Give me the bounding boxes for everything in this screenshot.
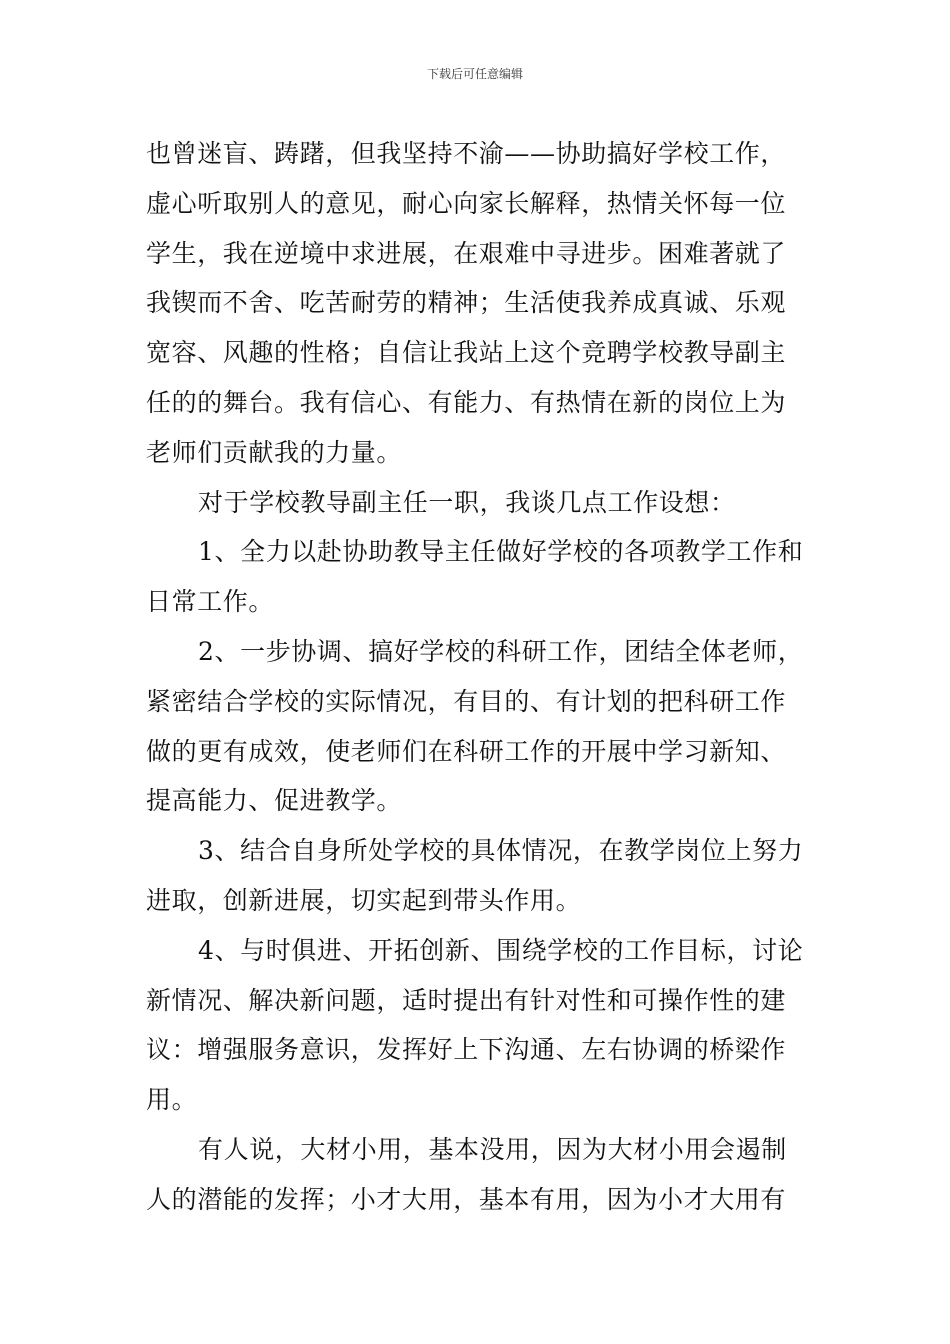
list-item-2-line: 2、一步协调、搞好学校的科研工作，团结全体老师， bbox=[198, 636, 804, 666]
text-line: 进取，创新进展，切实起到带头作用。 bbox=[146, 885, 582, 915]
text-line: 提高能力、促进教学。 bbox=[146, 786, 403, 816]
text-line: 新情况、解决新问题，适时提出有针对性和可操作性的建 bbox=[146, 985, 787, 1015]
list-item-1-line: 1、全力以赴协助教导主任做好学校的各项教学工作和 bbox=[198, 537, 804, 567]
text-line: 我锲而不舍、吃苦耐劳的精神；生活使我养成真诚、乐观 bbox=[146, 288, 787, 318]
text-line: 宽容、风趣的性格；自信让我站上这个竞聘学校教导副主 bbox=[146, 338, 787, 368]
text-line: 日常工作。 bbox=[146, 587, 275, 617]
page-header-note: 下载后可任意编辑 bbox=[426, 67, 523, 81]
paragraph-closing-line: 有人说，大材小用，基本没用，因为大材小用会遏制 bbox=[198, 1134, 787, 1164]
text-line: 学生，我在逆境中求进展，在艰难中寻进步。困难著就了 bbox=[146, 238, 787, 268]
text-line: 做的更有成效，使老师们在科研工作的开展中学习新知、 bbox=[146, 736, 787, 766]
document-body bbox=[146, 129, 808, 1225]
text-line: 任的的舞台。我有信心、有能力、有热情在新的岗位上为 bbox=[146, 387, 787, 417]
text-line: 用。 bbox=[146, 1085, 198, 1115]
text-line: 议：增强服务意识，发挥好上下沟通、左右协调的桥梁作 bbox=[146, 1035, 787, 1065]
list-item-3-line: 3、结合自身所处学校的具体情况，在教学岗位上努力 bbox=[198, 836, 804, 866]
text-line: 虚心听取别人的意见，耐心向家长解释，热情关怀每一位 bbox=[146, 188, 787, 218]
paragraph-intro-line: 对于学校教导副主任一职，我谈几点工作设想： bbox=[198, 487, 736, 517]
text-line: 老师们贡献我的力量。 bbox=[146, 437, 403, 467]
text-line: 也曾迷盲、踌躇，但我坚持不渝——协助搞好学校工作， bbox=[146, 139, 787, 168]
text-line: 人的潜能的发挥；小才大用，基本有用，因为小才大用有 bbox=[146, 1184, 787, 1214]
list-item-4-line: 4、与时俱进、开拓创新、围绕学校的工作目标，讨论 bbox=[198, 935, 804, 965]
text-line: 紧密结合学校的实际情况，有目的、有计划的把科研工作 bbox=[146, 686, 787, 716]
